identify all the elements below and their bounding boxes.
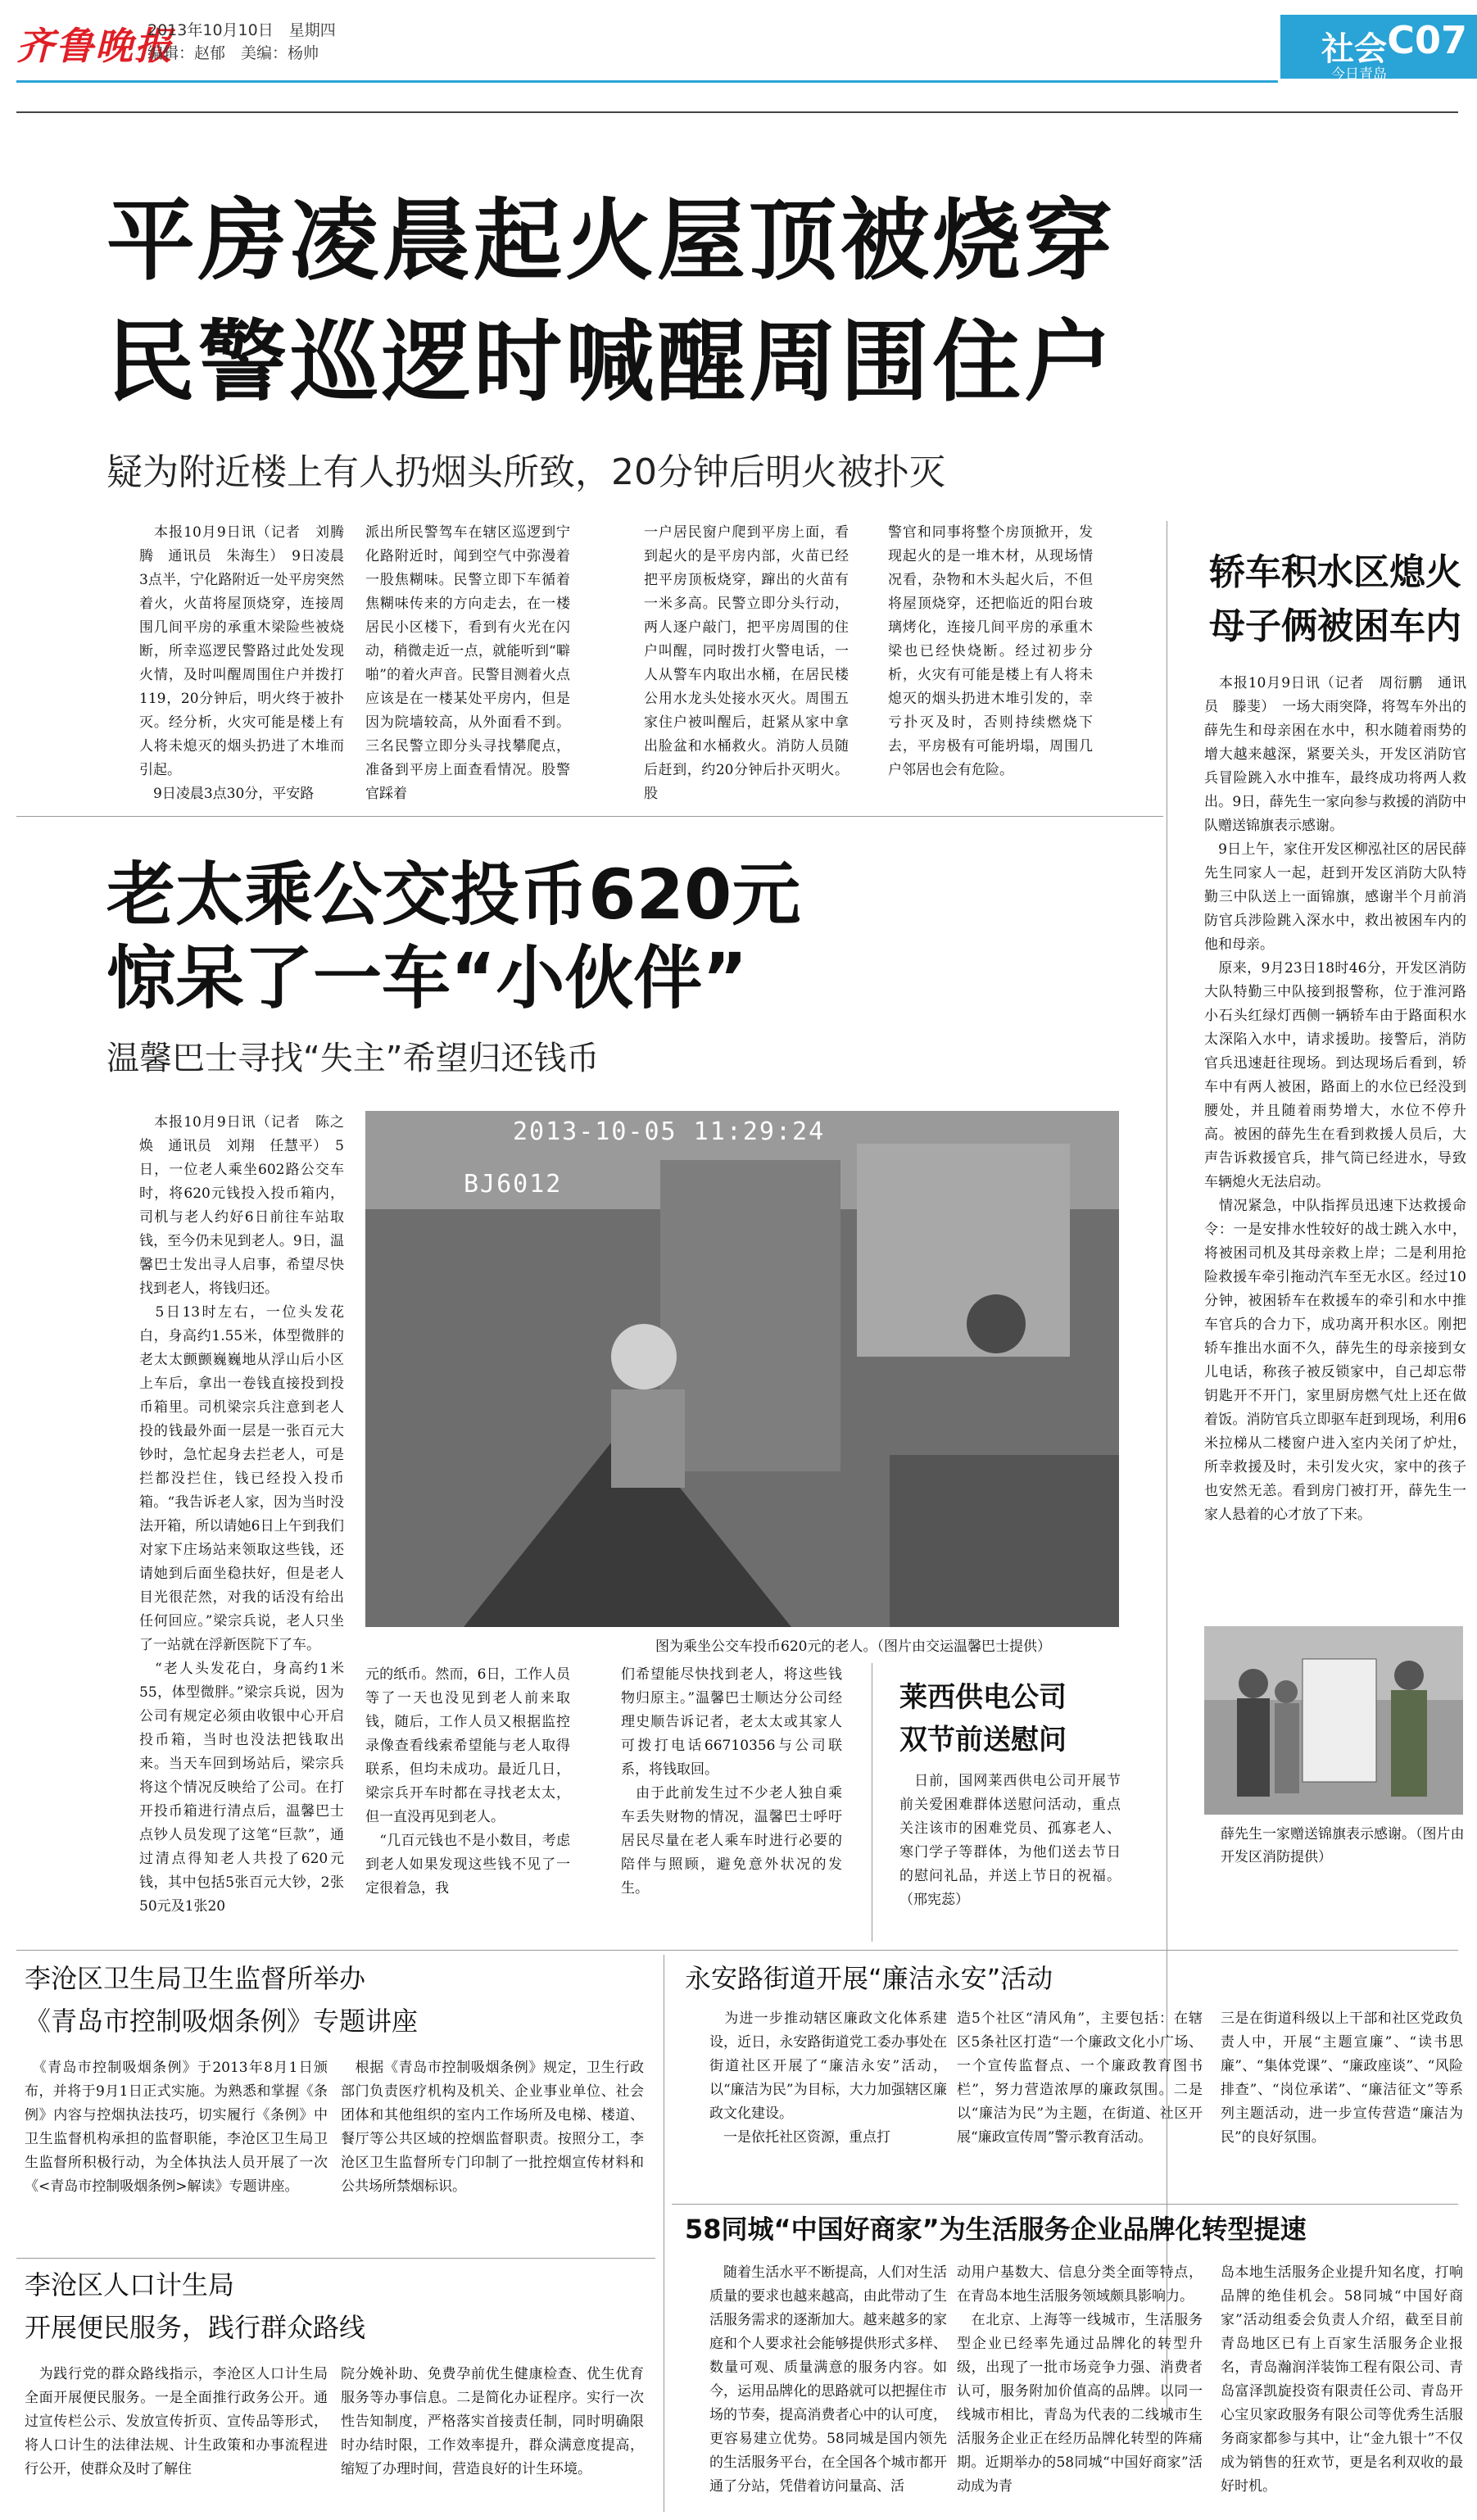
story6-headline-line1: 李沧区人口计生局 bbox=[25, 2269, 235, 2300]
editors-credit: 编辑：赵郁 美编：杨帅 bbox=[147, 44, 319, 62]
family-banner-photo bbox=[1204, 1626, 1463, 1815]
cctv-bus-id: BJ6012 bbox=[464, 1170, 563, 1199]
cctv-timestamp: 2013-10-05 11:29:24 bbox=[513, 1117, 826, 1146]
story1-headline-line2: 民警巡逻时喊醒周围住户 bbox=[106, 311, 1117, 414]
story8-column-2: 动用户基数大、信息分类全面等特点，在青岛本地生活服务领域颇具影响力。 在北京、上海等一线城市，生活服务型企业已经率先通过品牌化的转型升级，出现了一批市场竞争力强、消费者认可，服务附加价值高的品牌。以同一线城市相比，青岛为代表的二线城市生活服务企业正在经历品牌化转型的阵痛期。近期举办的58同城“中国好商家”活动成为青 bbox=[957, 2264, 1203, 2495]
story3-body: 本报10月9日讯（记者 周衍鹏 通讯员 滕斐） 一场大雨突降，将驾车外出的薛先生和母亲困在水中，积水随着雨势的增大越来越深，紧要关头，开发区消防官兵冒险跳入水中推车，最终成功将两人救出。9日，薛先生一家向参与救援的消防中队赠送锦旗表示感谢。 9日上午，家住开发区柳泓社区的居民薛先生同家人一起，赶到开发区消防大队特勤三中队送上一面锦旗，感谢半个月前消防官兵涉险跳入深水中，救出被困车内的他和母亲。 原来，9月23日18时46分，开发区消防大队特勤三中队接到报警称，位于淮河路小石头红绿灯西侧一辆轿车由于路面积水太深陷入水中，请求援助。接警后，消防官兵迅速赶往现场。到达现场后看到，轿车中有两人被困，路面上的水位已经没到腰处，并且随着雨势增大，水位不停升高。被困的薛先生在看到救援人员后，大声告诉救援官兵，排气筒已经进水，导致车辆熄火无法启动。 情况紧急，中队指挥员迅速下达救援命令：一是安排水性较好的战士跳入水中，将被困司机及其母亲救上岸；二是利用抢险救援车牵引拖动汽车至无水区。经过10分钟，被困轿车在救援车的牵引和水中推车官兵的合力下，成功离开积水区。刚把轿车推出水面不久，薛先生的母亲接到女儿电话，称孩子被反锁家中，自己却忘带钥匙开不开门，家里厨房燃气灶上还在做着饭。消防官兵立即驱车赶到现场，利用6米拉梯从二楼窗户进入室内关闭了炉灶，所幸救援及时，未引发火灾，家中的孩子也安然无恙。看到房门被打开，薛先生一家人悬着的心才放了下来。 bbox=[1204, 675, 1466, 1523]
story2-column-2: 元的纸币。然而，6日，工作人员等了一天也没见到老人前来取钱，随后，工作人员又根据监控录像查看线索希望能与老人取得联系，但均未成功。最近几日，梁宗兵开车时都在寻找老太太，但一直没再见到老人。 “几百元钱也不是小数目，考虑到老人如果发现这些钱不见了一定很着急，我 bbox=[365, 1666, 570, 1897]
story5-column-1: 《青岛市控制吸烟条例》于2013年8月1日颁布，并将于9月1日正式实施。为熟悉和掌握《条例》内容与控烟执法技巧，切实履行《条例》中卫生监督机构承担的监督职能，李沧区卫生局卫生监督所积极行动，为全体执法人员开展了一次《<青岛市控制吸烟条例>解读》专题讲座。 bbox=[25, 2060, 328, 2195]
section-name: 社会 bbox=[1321, 30, 1387, 68]
story7-column-3: 三是在街道科级以上干部和社区党政负责人中，开展“主题宣廉”、“读书思廉”、“集体党课”、“廉政座谈”、“风险排查”、“岗位承诺”、“廉洁征文”等系列主题活动，进一步宣传营造“廉洁为民”的良好氛围。 bbox=[1221, 2010, 1463, 2146]
masthead bbox=[0, 0, 1477, 115]
story6-column-1: 为践行党的群众路线指示，李沧区人口计生局全面开展便民服务。一是全面推行政务公开。通过宣传栏公示、发放宣传折页、宣传品等形式，将人口计生的法律法规、计生政策和办事流程进行公开，使群众及时了解住 bbox=[25, 2366, 328, 2477]
story1-column-3: 一户居民窗户爬到平房上面，看到起火的是平房内部，火苗已经把平房顶板烧穿，蹿出的火苗有一米多高。民警立即分头行动，两人逐户敲门，把平房周围的住户叫醒，同时拨打火警电话，一人从警车内取出水桶，在居民楼公用水龙头处接水灭火。周围五家住户被叫醒后，赶紧从家中拿出脸盆和水桶救火。消防人员随后赶到，约20分钟后扑灭明火。股 bbox=[644, 524, 849, 802]
story5-bottom-rule bbox=[16, 2258, 655, 2259]
story2-photo-caption: 图为乘坐公交车投币620元的老人。（图片由交运温馨巴士提供） bbox=[655, 1638, 1051, 1655]
story3-headline-line1: 轿车积水区熄火 bbox=[1209, 551, 1461, 593]
lower-section-rule bbox=[16, 1950, 1458, 1951]
story5-headline-line2: 《青岛市控制吸烟条例》专题讲座 bbox=[25, 2006, 419, 2037]
bus-cctv-photo bbox=[365, 1111, 1119, 1627]
header-rule bbox=[16, 80, 1278, 83]
story3-photo-caption: 薛先生一家赠送锦旗表示感谢。（图片由开发区消防提供） bbox=[1221, 1826, 1465, 1865]
story7-bottom-rule bbox=[672, 2204, 1458, 2205]
story1-bottom-rule bbox=[16, 816, 1163, 817]
story1-headline-line1: 平房凌晨起火屋顶被烧穿 bbox=[106, 190, 1117, 292]
story7-headline: 永安路街道开展“廉洁永安”活动 bbox=[685, 1963, 1053, 1994]
story2-column-3: 们希望能尽快找到老人，将这些钱物归原主。”温馨巴士顺达分公司经理史顺告诉记者，老太太或其家人可拨打电话66710356与公司联系，将钱取回。 由于此前发生过不少老人独自乘车丢失财物的情况，温馨巴士呼吁居民尽量在老人乘车时进行必要的陪伴与照顾，避免意外状况的发生。 bbox=[621, 1666, 842, 1897]
story1-subheadline: 疑为附近楼上有人扔烟头所致，20分钟后明火被扑灭 bbox=[106, 451, 945, 493]
story2-headline-line1: 老太乘公交投币620元 bbox=[106, 854, 801, 935]
story8-headline: 58同城“中国好商家”为生活服务企业品牌化转型提速 bbox=[685, 2214, 1307, 2245]
issue-date: 2013年10月10日 星期四 bbox=[147, 21, 336, 39]
story1-column-1: 本报10月9日讯（记者 刘腾腾 通讯员 朱海生） 9日凌晨3点半，宁化路附近一处平房突然着火，火苗将屋顶烧穿，连接周围几间平房的承重木梁险些被烧断，所幸巡逻民警路过此处发现火情，及时叫醒周围住户并拨打119，20分钟后，明火终于被扑灭。经分析，火灾可能是楼上有人将未熄灭的烟头扔进了木堆而引起。 9日凌晨3点30分，平安路 bbox=[139, 524, 344, 802]
story8-column-1: 随着生活水平不断提高，人们对生活质量的要求也越来越高，由此带动了生活服务需求的逐渐加大。越来越多的家庭和个人要求社会能够提供形式多样、数量可观、质量满意的服务内容。如今，运用品牌化的思路就可以把握住市场的节奏，提高消费者心中的认可度，更容易建立优势。58同城是国内领先的生活服务平台，在全国各个城市都开通了分站，凭借着访问量高、活 bbox=[709, 2264, 947, 2495]
subsection-name: 今日青岛 bbox=[1331, 66, 1387, 83]
story3-headline-line2: 母子俩被困车内 bbox=[1209, 605, 1461, 647]
family-banner-photo-graphic bbox=[1204, 1626, 1463, 1815]
newspaper-logo: 齐鲁晚报 bbox=[16, 24, 174, 68]
header-divider bbox=[16, 111, 1458, 113]
story4-body: 日前，国网莱西供电公司开展节前关爱困难群体送慰问活动，重点关注该市的困难党员、孤寡老人、寒门学子等群体，为他们送去节日的慰问礼品，并送上节日的祝福。（邢宪蕊） bbox=[899, 1773, 1121, 1908]
story2-headline-line2: 惊呆了一车“小伙伴” bbox=[106, 938, 748, 1018]
story6-headline-line2: 开展便民服务，践行群众路线 bbox=[25, 2312, 366, 2343]
page-number: C07 bbox=[1387, 18, 1467, 62]
story7-column-1: 为进一步推动辖区廉政文化体系建设，近日，永安路街道党工委办事处在街道社区开展了“廉洁永安”活动，以“廉洁为民”为目标，大力加强辖区廉政文化建设。 一是依托社区资源，重点打 bbox=[709, 2010, 947, 2146]
story1-column-4: 警官和同事将整个房顶掀开，发现起火的是一堆木材，从现场情况看，杂物和木头起火后，不但将屋顶烧穿，还把临近的阳台玻璃烤化，连接几间平房的承重木梁也已经快烧断。经过初步分析，火灾有可能是楼上有人将未熄灭的烟头扔进木堆引发的，幸亏扑灭及时，否则持续燃烧下去，平房极有可能坍塌，周围几户邻居也会有危险。 bbox=[888, 524, 1093, 778]
story2-column-1: 本报10月9日讯（记者 陈之焕 通讯员 刘翔 任慧平） 5日，一位老人乘坐602路公交车时，将620元钱投入投币箱内，司机与老人约好6日前往车站取钱，至今仍未见到老人。9日，温馨巴士发出寻人启事，希望尽快找到老人，将钱归还。 5日13时左右，一位头发花白，身高约1.55米，体型微胖的老太太颤颤巍巍地从浮山后小区上车后，拿出一卷钱直接投到投币箱里。司机梁宗兵注意到老人投的钱最外面一层是一张百元大钞时，急忙起身去拦老人，可是拦都没拦住，钱已经投入投币箱。“我告诉老人家，因为当时没法开箱，所以请她6日上午到我们对家下庄场站来领取这些钱，还请她到后面坐稳扶好，但是老人目光很茫然，对我的话没有给出任何回应。”梁宗兵说，老人只坐了一站就在浮新医院下了车。 “老人头发花白，身高约1米55，体型微胖。”梁宗兵说，因为公司有规定必须由收银中心开启投币箱，当时也没法把钱取出来。当天车回到场站后，梁宗兵将这个情况反映给了公司。在打开投币箱进行清点后，温馨巴士点钞人员发现了这笔“巨款”，通过清点得知老人共投了620元钱，其中包括5张百元大钞，2张50元及1张20 bbox=[139, 1114, 344, 1915]
story4-headline-line2: 双节前送慰问 bbox=[899, 1724, 1067, 1756]
story5-column-2: 根据《青岛市控制吸烟条例》规定，卫生行政部门负责医疗机构及机关、企业事业单位、社会团体和其他组织的室内工作场所及电梯、楼道、餐厅等公共区域的控烟监督职责。按照分工，李沧区卫生监督所专门印制了一批控烟宣传材料和公共场所禁烟标识。 bbox=[341, 2060, 644, 2195]
story1-column-2: 派出所民警驾车在辖区巡逻到宁化路附近时，闻到空气中弥漫着一股焦糊味。民警立即下车循着焦糊味传来的方向走去，在一楼居民小区楼下，看到有火光在闪动，稍微走近一点，就能听到“噼啪”的着火声音。民警目测着火点应该是在一楼某处平房内，但是因为院墙较高，从外面看不到。三名民警立即分头寻找攀爬点，准备到平房上面查看情况。股警官踩着 bbox=[365, 524, 570, 802]
story8-column-3: 岛本地生活服务企业提升知名度，打响品牌的绝佳机会。58同城“中国好商家”活动组委会负责人介绍，截至目前青岛地区已有上百家生活服务企业报名，青岛瀚润洋装饰工程有限公司、青岛富泽凯旋投资有限责任公司、青岛开心宝贝家政服务有限公司等优秀生活服务商家都参与其中，让“金九银十”不仅成为销售的狂欢节，更是名利双收的最好时机。 bbox=[1221, 2264, 1463, 2495]
story5-headline-line1: 李沧区卫生局卫生监督所举办 bbox=[25, 1963, 366, 1994]
story2-subheadline: 温馨巴士寻找“失主”希望归还钱币 bbox=[106, 1040, 600, 1077]
story4-headline-line1: 莱西供电公司 bbox=[899, 1681, 1067, 1714]
story6-column-2: 院分娩补助、免费孕前优生健康检查、优生优育服务等办事信息。二是简化办证程序。实行一次性告知制度，严格落实首接责任制，同时明确限时办结时限，工作效率提升，群众满意度提高，缩短了办理时间，营造良好的计生环境。 bbox=[341, 2366, 644, 2477]
story7-column-2: 造5个社区“清风角”，主要包括：在辖区5条社区打造“一个廉政文化小广场、一个宣传监督点、一个廉政教育图书栏”，努力营造浓厚的廉政氛围。二是以“廉洁为民”为主题，在街道、社区开展“廉政宣传周”警示教育活动。 bbox=[957, 2010, 1203, 2146]
